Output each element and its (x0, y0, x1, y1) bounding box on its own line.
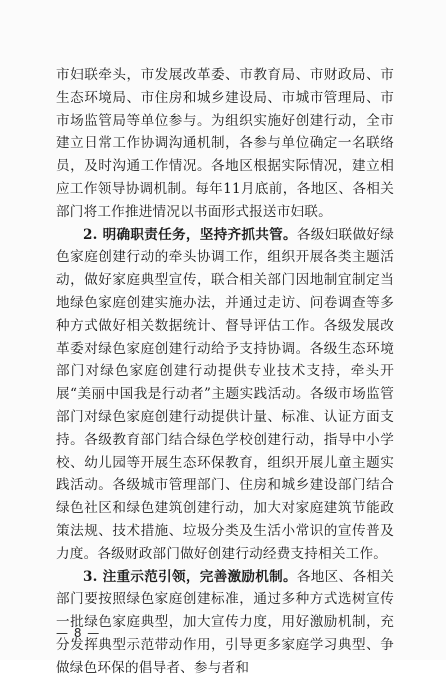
page-number: — 8 — (56, 626, 101, 640)
paragraph-3-text: 各地区、各相关部门要按照绿色家庭创建标准，通过多种方式选树宣传一批绿色家庭典型，加大宣传力度，用好激励机制，充分发挥典型示范带动作用，引导更多家庭学习典型、争做绿色环保的倡导者、参与者和 (56, 568, 394, 676)
paragraph-1 (56, 64, 394, 224)
paragraph-3-heading: 3. 注重示范引领，完善激励机制。 (83, 568, 297, 585)
paragraph-2-heading: 2. 明确职责任务，坚持齐抓共管。 (83, 226, 297, 243)
paragraph-1-text: 市妇联牵头，市发展改革委、市教育局、市财政局、市生态环境局、市住房和城乡建设局、市城市管理局、市市场监管局等单位参与。为组织实施好创建行动，全市建立日常工作协调沟通机制，各参与单位确定一名联络员，及时沟通工作情况。各地区根据实际情况，建立相应工作领导协调机制。每年11月底前，各地区、各相关部门将工作推进情况以书面形式报送市妇联。 (56, 67, 394, 220)
paragraph-2-text: 各级妇联做好绿色家庭创建行动的牵头协调工作，组织开展各类主题活动，做好家庭典型宣传，联合相关部门因地制宜制定当地绿色家庭创建实施办法，并通过走访、问卷调查等多种方式做好相关数据统计、督导评估工作。各级发展改革委对绿色家庭创建行动给予支持协调。各级生态环境部门对绿色家庭创建行动提供专业技术支持，牵头开展“美丽中国我是行动者”主题实践活动。各级市场监管部门对绿色家庭创建行动提供计量、标准、认证方面支持。各级教育部门结合绿色学校创建行动，指导中小学校、幼儿园等开展生态环保教育，组织开展儿童主题实践活动。各级城市管理部门、住房和城乡建设部门结合绿色社区和绿色建筑创建行动，加大对家庭建筑节能政策法规、技术措施、垃圾分类及生活小常识的宣传普及力度。各级财政部门做好创建行动经费支持相关工作。 (56, 226, 394, 562)
document-body (56, 64, 394, 680)
paragraph-2 (56, 224, 394, 566)
paragraph-3 (56, 566, 394, 680)
